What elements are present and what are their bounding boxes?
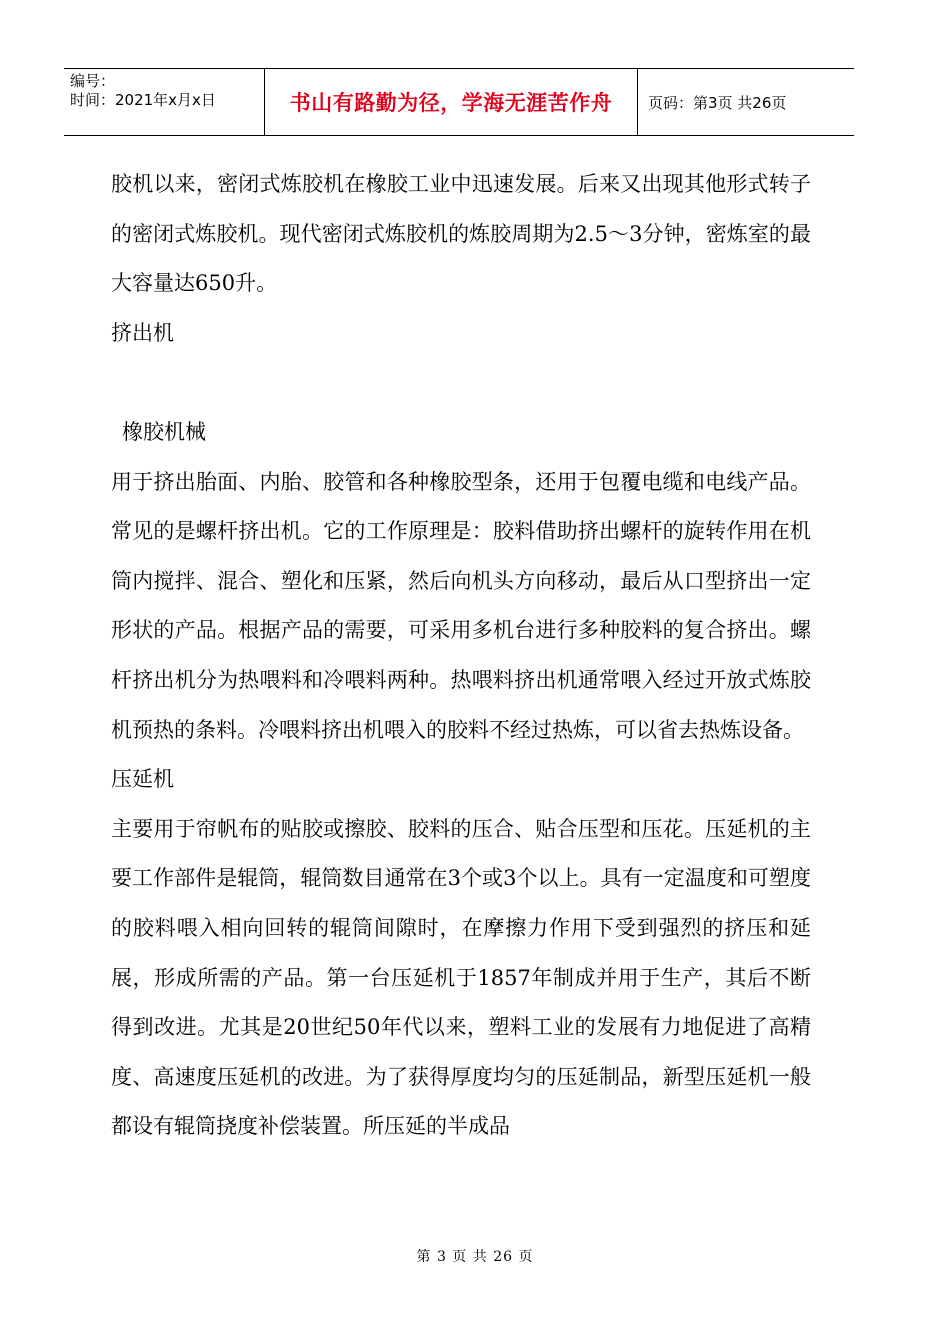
paragraph: 用于挤出胎面、内胎、胶管和各种橡胶型条，还用于包覆电缆和电线产品。常见的是螺杆挤出机。它的工作原理是：胶料借助挤出螺杆的旋转作用在机筒内搅拌、混合、塑化和压紧，然后向机头方向移动，最后从口型挤出一定形状的产品。根据产品的需要，可采用多机台进行多种胶料的复合挤出。螺杆挤出机分为热喂料和冷喂料两种。热喂料挤出机通常喂入经过开放式炼胶机预热的条料。冷喂料挤出机喂入的胶料不经过热炼，可以省去热炼设备。	[111, 469, 811, 742]
page-footer: 第 3 页 共 26 页	[416, 1249, 534, 1265]
paragraph: 主要用于帘帆布的贴胶或擦胶、胶料的压合、贴合压型和压花。压延机的主要工作部件是辊筒，辊筒数目通常在3个或3个以上。具有一定温度和可塑度的胶料喂入相向回转的辊筒间隙时，在摩擦力作用下受到强烈的挤压和延展，形成所需的产品。第一台压延机于1857年制成并用于生产，其后不断得到改进。尤其是20世纪50年代以来，塑料工业的发展有力地促进了高精度、高速度压延机的改进。为了获得厚度均匀的压延制品，新型压延机一般都设有辊筒挠度补偿装置。所压延的半成品	[111, 816, 811, 1139]
time-label: 时间：2021年x月x日	[70, 91, 216, 109]
section-heading-extruder: 挤出机	[111, 320, 174, 345]
paragraph: 胶机以来，密闭式炼胶机在橡胶工业中迅速发展。后来又出现其他形式转子的密闭式炼胶机。现代密闭式炼胶机的炼胶周期为2.5～3分钟，密炼室的最大容量达650升。	[111, 172, 811, 296]
number-label: 编号：	[70, 72, 116, 90]
header-motto: 书山有路勤为径，学海无涯苦作舟	[265, 69, 638, 135]
page-header	[64, 68, 854, 136]
header-page-info: 页码：第3页 共26页	[648, 93, 787, 112]
document-body	[111, 160, 811, 1152]
section-heading-rubber-machinery: 橡胶机械	[122, 419, 206, 444]
header-meta	[64, 69, 265, 135]
blank-line	[111, 358, 811, 408]
section-heading-calender: 压延机	[111, 767, 174, 792]
